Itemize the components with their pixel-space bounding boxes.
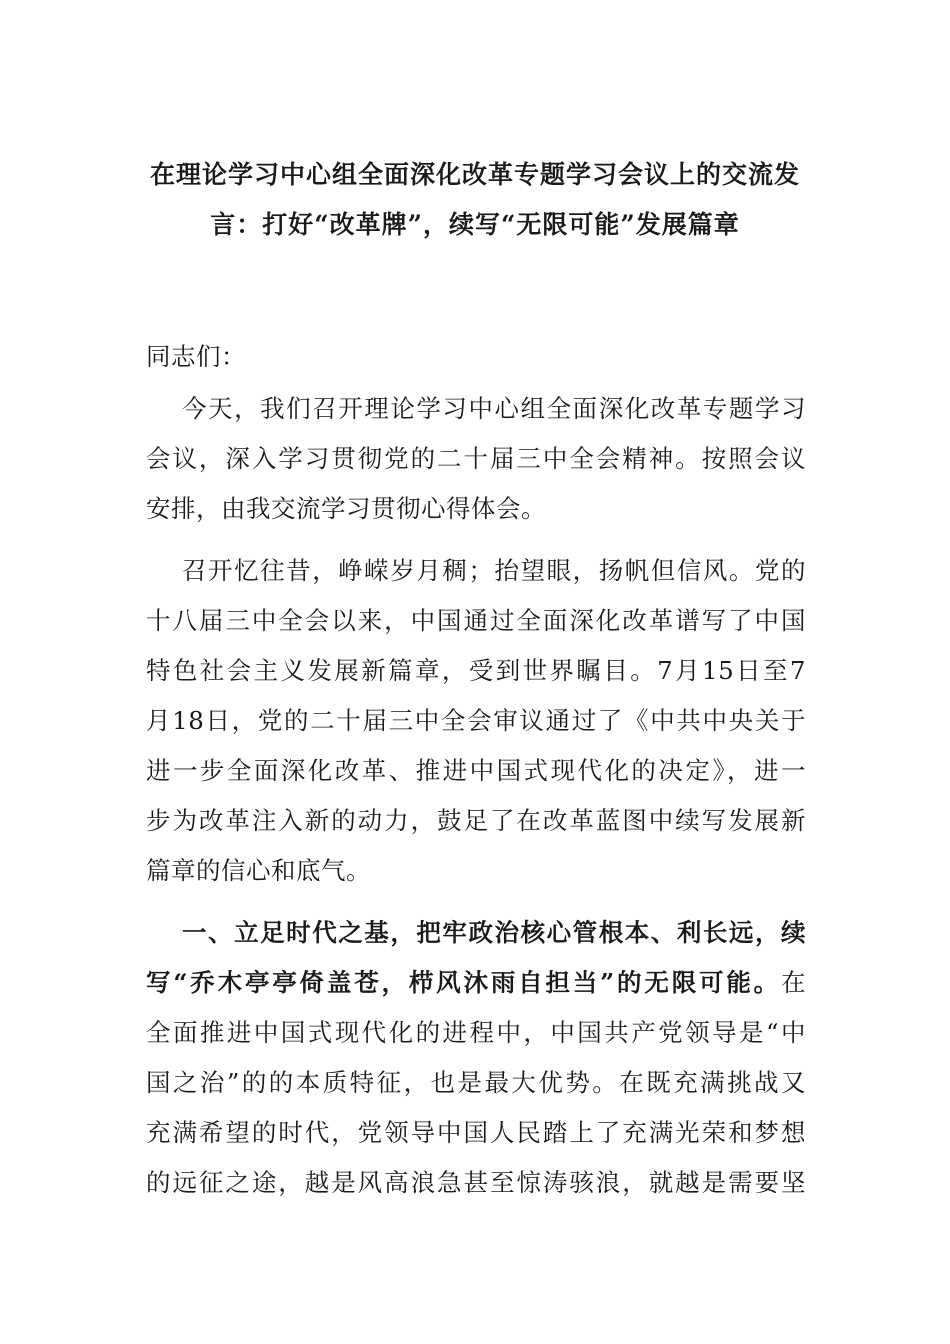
paragraph-2-line-5: 进一步全面深化改革、推进中国式现代化的决定》，进一 [146,756,806,785]
paragraph-3-line-6: 的远征之途，越是风高浪急甚至惊涛骇浪，就越是需要坚 [146,1168,806,1197]
paragraph-3-line-3: 全面推进中国式现代化的进程中，中国共产党领导是“中 [146,1018,806,1047]
paragraph-3-line-4: 国之治”的的本质特征，也是最大优势。在既充满挑战又 [146,1068,806,1097]
paragraph-3 [146,908,806,1208]
title-line-1: 在理论学习中心组全面深化改革专题学习会议上的交流发 [149,160,800,189]
section-heading-line-1: 一、立足时代之基，把牢政治核心管根本、利长远，续 [182,918,806,947]
paragraph-2-line-6: 步为改革注入新的动力，鼓足了在改革蓝图中续写发展新 [146,806,806,835]
section-heading-line-2: 写“乔木亭亭倚盖苍，栉风沐雨自担当”的无限可能。 [146,968,781,997]
paragraph-2-line-3: 特色社会主义发展新篇章，受到世界瞩目。7月15日至7 [146,656,806,685]
paragraph-1 [146,384,806,534]
paragraph-3-line-2 [146,958,806,1008]
paragraph-3-line-5: 充满希望的时代，党领导中国人民踏上了充满光荣和梦想 [146,1118,806,1147]
salutation: 同志们： [146,342,246,371]
paragraph-3-line-2-tail: 在 [781,968,806,997]
paragraph-2-line-7: 篇章的信心和底气。 [146,856,371,885]
paragraph-1-line-2: 会议，深入学习贯彻党的二十届三中全会精神。按照会议 [146,444,806,473]
paragraph-1-line-3: 安排，由我交流学习贯彻心得体会。 [146,494,546,523]
title-line-2: 言：打好“改革牌”，续写“无限可能”发展篇章 [210,210,740,239]
paragraph-1-line-1: 今天，我们召开理论学习中心组全面深化改革专题学习 [182,394,806,423]
paragraph-2 [146,546,806,896]
document-title [120,150,830,250]
paragraph-2-line-1: 召开忆往昔，峥嵘岁月稠；抬望眼，扬帆但信风。党的 [182,556,806,585]
paragraph-2-line-2: 十八届三中全会以来，中国通过全面深化改革谱写了中国 [146,606,806,635]
paragraph-2-line-4: 月18日，党的二十届三中全会审议通过了《中共中央关于 [146,706,806,735]
